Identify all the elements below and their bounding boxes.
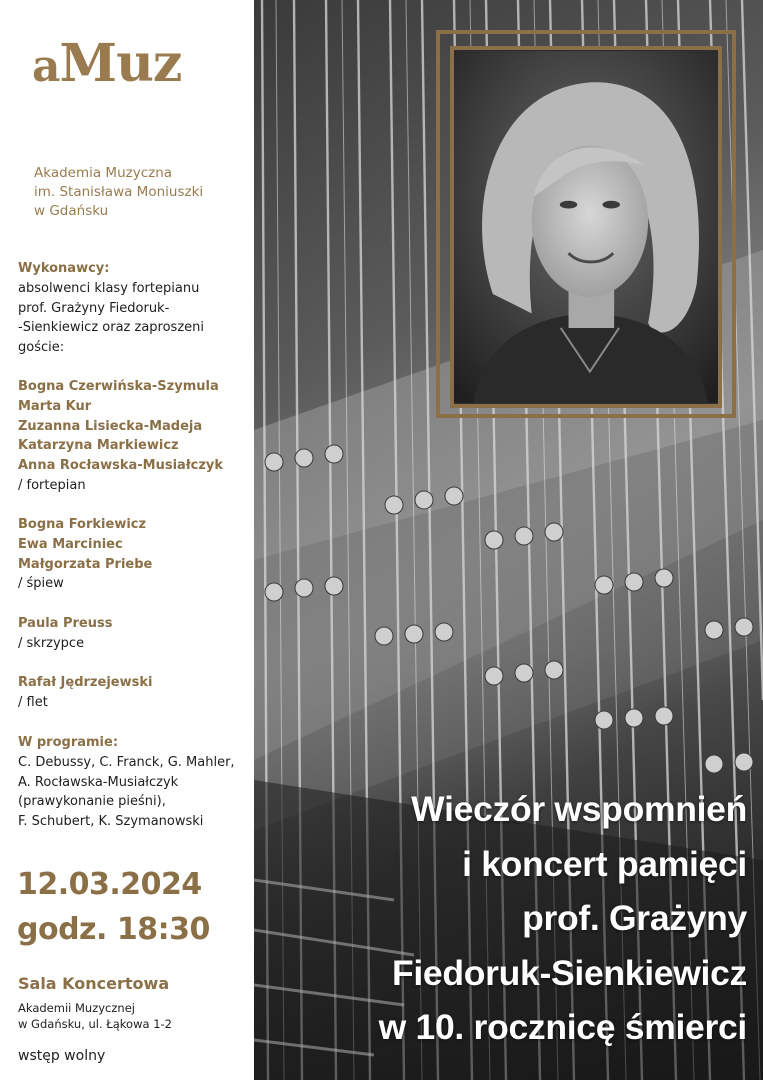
instrument-label: / flet bbox=[18, 694, 48, 710]
performer-name: Anna Rocławska-Musiałczyk bbox=[18, 458, 224, 474]
program-line: F. Schubert, K. Szymanowski bbox=[18, 814, 204, 830]
performer-name: Rafał Jędrzejewski bbox=[18, 675, 153, 690]
performer-name: Zuzanna Lisiecka-Madeja bbox=[18, 418, 203, 434]
logo-letter-a: a bbox=[32, 41, 60, 92]
title-line: i koncert pamięci bbox=[462, 843, 747, 884]
performer-name: Marta Kur bbox=[18, 398, 92, 414]
instrument-label: / śpiew bbox=[18, 576, 64, 592]
amuz-logo bbox=[32, 34, 181, 97]
piano-photo-background bbox=[254, 0, 763, 1080]
program-section bbox=[18, 733, 235, 832]
program-label: W programie: bbox=[18, 735, 119, 750]
performer-group-piano bbox=[18, 377, 223, 496]
title-line: w 10. rocznicę śmierci bbox=[378, 1007, 747, 1047]
portrait-photo bbox=[454, 50, 718, 404]
left-info-panel bbox=[0, 0, 254, 1080]
venue-hall: Sala Koncertowa bbox=[18, 974, 170, 993]
performers-section bbox=[18, 259, 204, 358]
performers-label: Wykonawcy: bbox=[18, 261, 110, 276]
title-line: Wieczór wspomnień bbox=[411, 789, 747, 829]
portrait-frame-inner bbox=[450, 46, 722, 408]
performer-name: Ewa Marciniec bbox=[18, 536, 123, 552]
academy-line-2: im. Stanisława Moniuszki bbox=[34, 184, 204, 200]
program-line: C. Debussy, C. Franck, G. Mahler, bbox=[18, 754, 235, 770]
instrument-label: / skrzypce bbox=[18, 635, 85, 651]
performer-group-flute bbox=[18, 673, 152, 713]
academy-line-1: Akademia Muzyczna bbox=[34, 165, 173, 181]
academy-line-3: w Gdańsku bbox=[34, 203, 109, 219]
performers-desc-line: -Sienkiewicz oraz zaproszeni bbox=[18, 320, 204, 336]
venue-address bbox=[18, 1000, 172, 1032]
program-line: (prawykonanie pieśni), bbox=[18, 794, 166, 810]
performer-name: Katarzyna Markiewicz bbox=[18, 438, 179, 454]
program-line: A. Rocławska-Musiałczyk bbox=[18, 774, 179, 790]
concert-title bbox=[277, 782, 747, 1055]
logo-letters-muz: Muz bbox=[59, 33, 182, 94]
title-line: prof. Grażyny bbox=[522, 898, 747, 938]
event-time: godz. 18:30 bbox=[17, 912, 210, 947]
performers-desc-line: prof. Grażyny Fiedoruk- bbox=[18, 300, 170, 316]
event-date-time bbox=[17, 862, 210, 952]
academy-name bbox=[34, 164, 244, 221]
performer-name: Małgorzata Priebe bbox=[18, 556, 153, 572]
performers-desc-line: goście: bbox=[18, 340, 65, 356]
entry-info: wstęp wolny bbox=[18, 1048, 106, 1064]
performer-group-voice bbox=[18, 515, 152, 594]
performer-name: Bogna Czerwińska-Szymula bbox=[18, 379, 219, 394]
venue-address-line: Akademii Muzycznej bbox=[18, 1001, 135, 1015]
performer-name: Paula Preuss bbox=[18, 616, 113, 631]
performer-name: Bogna Forkiewicz bbox=[18, 517, 147, 532]
performers-desc-line: absolwenci klasy fortepianu bbox=[18, 280, 200, 296]
venue-address-line: w Gdańsku, ul. Łąkowa 1-2 bbox=[18, 1017, 172, 1031]
instrument-label: / fortepian bbox=[18, 477, 86, 493]
performer-group-violin bbox=[18, 614, 112, 654]
event-date: 12.03.2024 bbox=[17, 867, 202, 902]
title-line: Fiedoruk-Sienkiewicz bbox=[391, 952, 747, 993]
